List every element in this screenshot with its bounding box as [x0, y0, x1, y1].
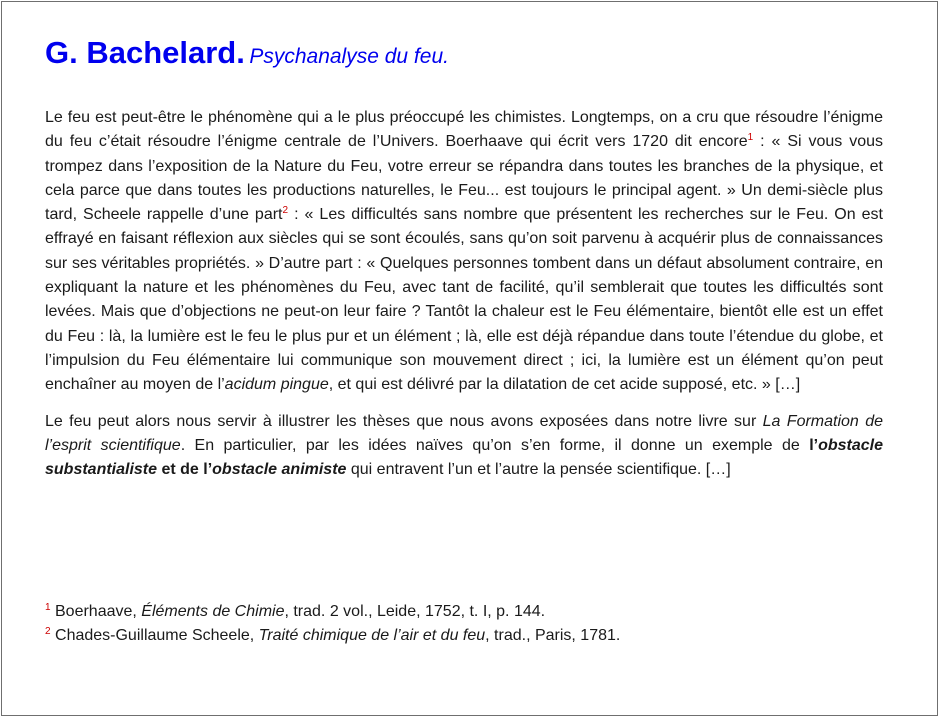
paragraph-1-text-b: : « Si vous vous trompez dans l’exposition de la Nature du Feu, votre erreur se répandra dans toutes les branches de la physique, et cela parce que dans toutes les productions naturelles, le Feu... est toujours le principal agent. » Un demi-siècle plus tard, Scheele rappelle d’une part: [45, 133, 884, 224]
footnote-ref-2[interactable]: 2: [282, 205, 289, 217]
obstacle-substantialiste: obstacle substantialiste: [45, 436, 883, 479]
book-title: La Formation de l’esprit scientifique: [45, 412, 883, 454]
footnote-2-text-a: Chades-Guillaume Scheele,: [50, 627, 259, 644]
footnote-2-marker: 2: [45, 626, 51, 637]
paragraph-2-text-b: . En particulier, par les idées naïves qu’on s’en forme, il donne un exemple de: [180, 436, 810, 454]
paragraph-2-text-a: Le feu peut alors nous servir à illustrer les thèses que nous avons exposées dans notre livre sur: [45, 412, 763, 430]
footnote-1-marker: 1: [45, 602, 51, 613]
footnote-ref-1[interactable]: 1: [747, 132, 754, 144]
author-name: G. Bachelard: [45, 35, 237, 70]
paragraph-1: [45, 106, 883, 398]
footnote-1-text-b: , trad. 2 vol., Leide, 1752, t. I, p. 144.: [284, 603, 546, 620]
paragraph-1-text-c: : « Les difficultés sans nombre que présentent les recherches sur le Feu. On est effrayé en faisant réflexion aux siècles qui se sont écoulés, sans qu’on soit parvenu à acquérir plus de connaissances sur ses véritables propriétés. » D’autre part : « Quelques personnes tombent dans un défaut absolument contraire, en expliquant la nature et les phénomènes du Feu, avec tant de facilité, qu’il semblerait que toutes les difficultés sont levées. Mais que d’objections ne peut-on leur faire ? Tantôt la chaleur est le Feu élémentaire, bientôt elle est un effet du Feu : là, la lumière est le feu le plus pur et un élément ; là, elle est déjà répandue dans toute l’étendue du globe, et l’impulsion du Feu élémentaire lui communique son mouvement direct ; ici, la lumière est un élément qu’on peut enchaîner au moyen de l’: [45, 206, 884, 394]
page-title: [45, 30, 883, 82]
footnote-1-text-a: Boerhaave,: [50, 603, 142, 620]
paragraph-2: [45, 410, 883, 483]
footnote-1-title: Éléments de Chimie: [141, 603, 285, 620]
obstacle-animiste: obstacle animiste: [212, 461, 347, 479]
document-body: [45, 30, 883, 494]
footnote-1: [45, 600, 885, 624]
latin-term: acidum pingue: [224, 376, 329, 394]
footnote-2-title: Traité chimique de l’air et du feu: [258, 627, 486, 644]
paragraph-1-text-d: , et qui est délivré par la dilatation de cet acide supposé, etc. » […]: [328, 376, 801, 394]
work-title: Psychanalyse du feu.: [249, 45, 449, 68]
title-separator: .: [236, 35, 245, 70]
paragraph-2-text-c: qui entravent l’un et l’autre la pensée scientifique. […]: [346, 461, 731, 479]
footnote-2: [45, 624, 885, 648]
bold-article-2: et de l’: [157, 461, 213, 479]
paragraph-1-text-a: Le feu est peut-être le phénomène qui a le plus préoccupé les chimistes. Longtemps, on a cru que résoudre l’énigme du feu c’était résoudre l’énigme centrale de l’Univers. Boerhaave qui écrit vers 1720 dit encore: [45, 109, 883, 151]
footnote-2-text-b: , trad., Paris, 1781.: [485, 627, 621, 644]
bold-article-1: l’: [809, 436, 819, 454]
footnotes: [45, 600, 885, 648]
